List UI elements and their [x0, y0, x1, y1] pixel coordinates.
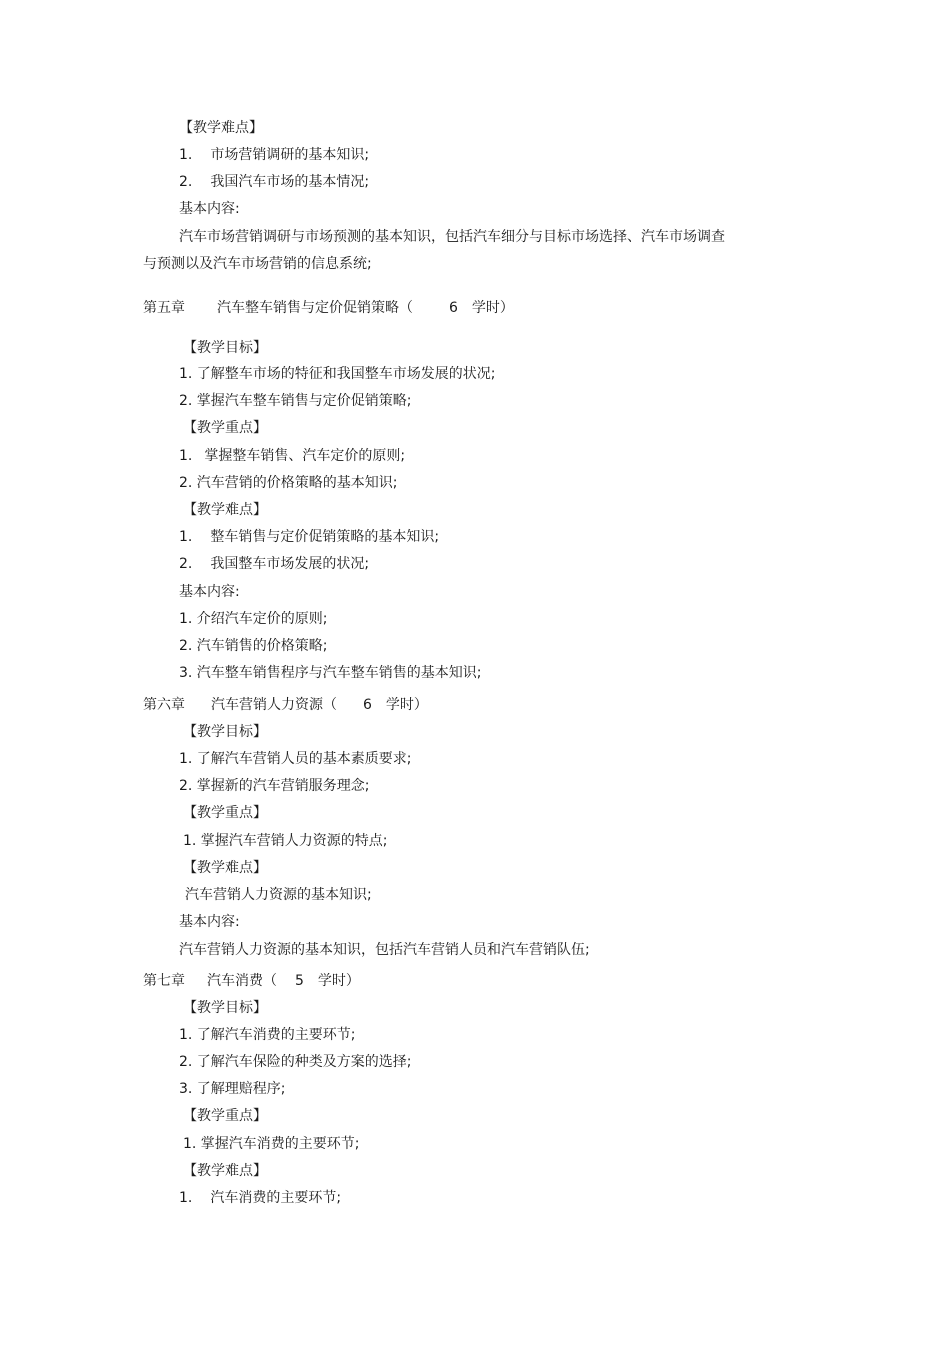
basic-content-label: 基本内容: [179, 201, 240, 217]
list-item: 1. 了解汽车消费的主要环节; [179, 1027, 356, 1043]
list-item: 2. 汽车销售的价格策略; [179, 638, 328, 654]
list-item [179, 173, 369, 191]
chapter-heading-7 [143, 972, 360, 990]
list-number: 1. [179, 147, 193, 163]
chapter-hours-unit: 学时） [317, 973, 360, 989]
list-item: 3. 了解理赔程序; [179, 1081, 286, 1097]
chapter-title: 汽车营销人力资源（ [211, 697, 337, 713]
basic-content-label: 基本内容: [179, 914, 240, 930]
section-heading-difficulties: 【教学难点】 [183, 1163, 267, 1179]
list-text: 市场营销调研的基本知识; [210, 147, 370, 163]
list-number: 1. [179, 1190, 193, 1206]
list-text: 我国汽车市场的基本情况; [210, 174, 370, 190]
chapter-hours: 5 [295, 973, 304, 989]
section-heading-difficulties: 【教学难点】 [179, 120, 263, 136]
list-text: 掌握整车销售、汽车定价的原则; [204, 448, 406, 464]
list-item: 1. 介绍汽车定价的原则; [179, 611, 328, 627]
list-number: 1. [179, 529, 193, 545]
list-item [179, 528, 439, 546]
chapter-hours: 6 [449, 300, 458, 316]
chapter-heading-6 [143, 696, 428, 714]
chapter-hours-unit: 学时） [385, 697, 428, 713]
list-item: 1. 了解汽车营销人员的基本素质要求; [179, 751, 412, 767]
paragraph-line: 与预测以及汽车市场营销的信息系统; [143, 256, 372, 272]
chapter-hours-unit: 学时） [471, 300, 514, 316]
chapter-label: 第六章 [143, 697, 185, 713]
chapter-hours: 6 [363, 697, 372, 713]
basic-content-label: 基本内容: [179, 584, 240, 600]
section-heading-difficulties: 【教学难点】 [183, 860, 267, 876]
list-item: 2. 掌握汽车整车销售与定价促销策略; [179, 393, 412, 409]
section-heading-objectives: 【教学目标】 [183, 340, 267, 356]
section-heading-objectives: 【教学目标】 [183, 724, 267, 740]
paragraph-line: 汽车营销人力资源的基本知识; [185, 887, 372, 903]
list-item: 2. 了解汽车保险的种类及方案的选择; [179, 1054, 412, 1070]
list-item: 3. 汽车整车销售程序与汽车整车销售的基本知识; [179, 665, 482, 681]
list-item [179, 1189, 341, 1207]
list-number: 1. [179, 448, 193, 464]
list-item [179, 146, 369, 164]
chapter-title: 汽车消费（ [207, 973, 277, 989]
list-text: 汽车消费的主要环节; [210, 1190, 342, 1206]
list-item [179, 447, 405, 465]
section-heading-objectives: 【教学目标】 [183, 1000, 267, 1016]
list-item: 1. 了解整车市场的特征和我国整车市场发展的状况; [179, 366, 496, 382]
chapter-label: 第七章 [143, 973, 185, 989]
section-heading-key-points: 【教学重点】 [183, 420, 267, 436]
list-item: 2. 掌握新的汽车营销服务理念; [179, 778, 370, 794]
list-text: 我国整车市场发展的状况; [210, 556, 370, 572]
section-heading-key-points: 【教学重点】 [183, 805, 267, 821]
chapter-label: 第五章 [143, 300, 185, 316]
list-number: 2. [179, 174, 193, 190]
list-item: 2. 汽车营销的价格策略的基本知识; [179, 475, 398, 491]
list-text: 整车销售与定价促销策略的基本知识; [210, 529, 440, 545]
paragraph-line: 汽车营销人力资源的基本知识，包括汽车营销人员和汽车营销队伍; [179, 942, 590, 958]
list-item [179, 555, 369, 573]
paragraph-line: 汽车市场营销调研与市场预测的基本知识，包括汽车细分与目标市场选择、汽车市场调查 [179, 229, 725, 245]
list-item: 1. 掌握汽车消费的主要环节; [183, 1136, 360, 1152]
chapter-title: 汽车整车销售与定价促销策略（ [217, 300, 413, 316]
list-number: 2. [179, 556, 193, 572]
section-heading-difficulties: 【教学难点】 [183, 502, 267, 518]
list-item: 1. 掌握汽车营销人力资源的特点; [183, 833, 388, 849]
chapter-heading-5 [143, 299, 514, 317]
section-heading-key-points: 【教学重点】 [183, 1108, 267, 1124]
